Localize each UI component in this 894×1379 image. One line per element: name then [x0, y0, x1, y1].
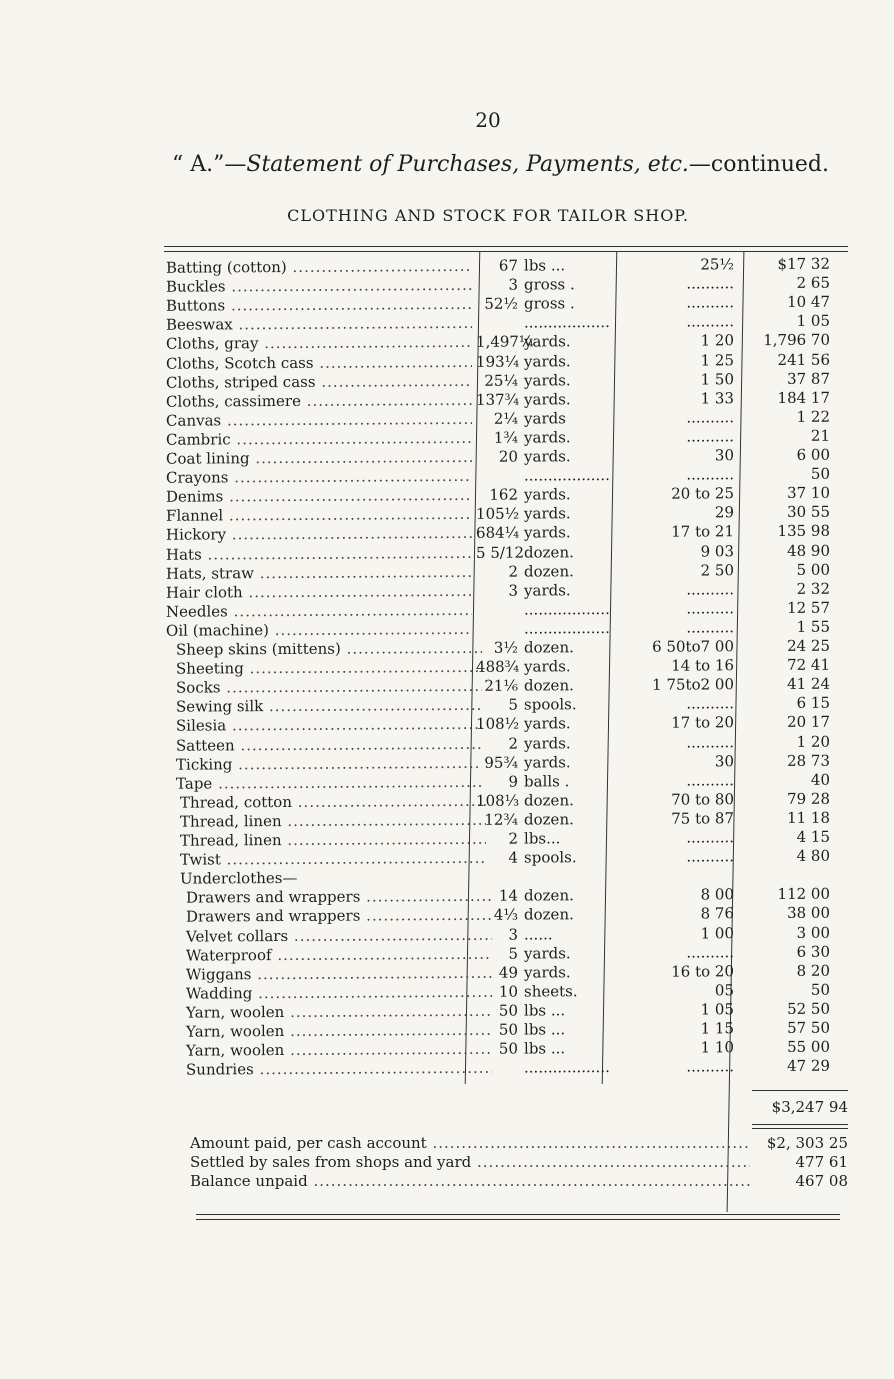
item-name: Velvet collars ..... [166, 926, 492, 947]
item-quantity [476, 600, 610, 620]
item-quantity [476, 963, 610, 983]
item-quantity [476, 390, 610, 410]
quantity-unit [518, 868, 524, 886]
quantity-unit: balls . [523, 772, 570, 791]
item-price: .......... [686, 828, 735, 847]
heading-italic: Statement of Purchases, Payments, etc. [246, 152, 689, 177]
grand-total: $3,247 94 [771, 1098, 848, 1116]
item-price: 1 25 [700, 351, 735, 370]
quantity-value: 684¼ [475, 523, 520, 542]
table-bottom-rule-2 [196, 1219, 840, 1220]
item-price: 20 to 25 [671, 484, 735, 503]
quantity-value: 488¾ [475, 657, 520, 676]
item-amount: 50 [810, 980, 831, 999]
item-price: 1 75to2 00 [652, 675, 735, 694]
quantity-value: 193¼ [475, 352, 520, 371]
item-amount: 47 29 [786, 1056, 831, 1075]
quantity-value: 5 [508, 944, 519, 963]
item-amount: 30 55 [786, 502, 831, 521]
item-quantity [476, 313, 610, 333]
item-name: Canvas ..... [166, 410, 472, 431]
item-name: Thread, linen ..... [166, 830, 486, 851]
item-name: Buckles ..... [166, 276, 472, 297]
item-price: 2 50 [700, 561, 735, 580]
item-amount: 241 56 [777, 350, 831, 369]
item-name: Waterproof ..... [166, 945, 492, 966]
quantity-unit: dozen. [523, 886, 574, 905]
item-amount: 2 32 [796, 579, 831, 598]
quantity-unit: lbs ... [523, 1001, 566, 1020]
quantity-unit: yards. [523, 581, 571, 600]
item-quantity [476, 447, 610, 467]
item-amount: 4 80 [796, 846, 831, 865]
quantity-unit: yards. [523, 447, 571, 466]
item-amount: 112 00 [777, 884, 831, 903]
footer-label-balance: Balance unpaid ..... [190, 1172, 750, 1190]
quantity-unit: dozen. [523, 676, 574, 695]
item-price: 14 to 16 [671, 656, 735, 675]
item-price: 6 50to7 00 [652, 637, 735, 656]
item-price: .......... [686, 733, 735, 752]
item-price: .......... [686, 312, 735, 331]
item-amount: 1,796 70 [763, 330, 831, 350]
footer-amount-settled: 477 61 [795, 1153, 848, 1171]
item-price: .......... [686, 465, 735, 484]
item-price: 1 50 [700, 370, 735, 389]
item-quantity [476, 925, 610, 945]
heading-suffix: —continued. [688, 152, 829, 177]
quantity-unit: yards [523, 409, 566, 428]
quantity-value: 21⅙ [484, 676, 519, 695]
item-amount [738, 866, 830, 867]
item-price: .......... [686, 274, 735, 293]
page-number: 20 [475, 108, 501, 132]
item-amount: 1 05 [796, 311, 831, 330]
item-name: Socks ..... [166, 677, 482, 698]
quantity-value: 108½ [475, 714, 520, 733]
item-quantity [476, 905, 610, 925]
item-quantity [476, 1058, 610, 1078]
item-name: Hats, straw ..... [166, 563, 472, 584]
quantity-value: 5 5/12 [475, 543, 525, 562]
item-name: Drawers and wrappers ..... [166, 906, 492, 927]
item-amount: 135 98 [777, 521, 831, 540]
table-top-rule-2 [164, 251, 848, 252]
item-name: Silesia ..... [166, 715, 482, 736]
item-amount: 184 17 [777, 388, 831, 407]
item-quantity [476, 332, 610, 352]
item-price: 16 to 20 [671, 962, 735, 981]
item-amount: 1 22 [796, 407, 831, 426]
quantity-unit: yards. [523, 963, 571, 982]
item-amount: 3 00 [796, 923, 831, 942]
quantity-unit: yards. [523, 428, 571, 447]
quantity-value: 162 [489, 485, 519, 504]
quantity-unit: dozen. [523, 905, 574, 924]
quantity-value: 1,497¼ [475, 332, 534, 351]
item-amount: 37 10 [786, 483, 831, 502]
item-amount: 55 00 [786, 1037, 831, 1056]
item-price: 30 [714, 446, 735, 465]
quantity-unit: yards. [523, 352, 571, 371]
item-quantity [476, 409, 610, 429]
item-price: .......... [686, 943, 735, 962]
quantity-unit: lbs ... [523, 1020, 566, 1039]
item-name: Cloths, cassimere ..... [166, 391, 472, 412]
quantity-value: 50 [498, 1020, 519, 1039]
item-price: 25½ [700, 255, 735, 274]
item-amount: 57 50 [786, 1018, 831, 1037]
item-quantity [476, 982, 610, 1002]
quantity-value: 2 [508, 562, 519, 581]
item-amount: 41 24 [786, 674, 831, 693]
quantity-unit: .................. [523, 466, 610, 485]
quantity-value: 95¾ [484, 753, 519, 772]
item-amount: 48 90 [786, 541, 831, 560]
footer-amount-balance: 467 08 [795, 1172, 848, 1190]
table-top-rule [164, 246, 848, 247]
item-name: Buttons ..... [166, 295, 472, 316]
quantity-value: 4⅓ [493, 905, 519, 924]
item-amount: 2 65 [796, 273, 831, 292]
item-price: 1 05 [700, 1000, 735, 1019]
item-quantity [476, 657, 610, 677]
quantity-unit: yards. [523, 485, 571, 504]
item-name: Yarn, woolen ..... [166, 1040, 492, 1061]
quantity-value: 25¼ [484, 371, 519, 390]
item-price: 8 00 [700, 885, 735, 904]
item-amount: 1 55 [796, 617, 831, 636]
item-price: 29 [714, 503, 735, 522]
quantity-unit: spools. [523, 848, 577, 867]
footer-amount-paid: $2, 303 25 [766, 1134, 848, 1152]
quantity-value: 67 [498, 256, 519, 275]
item-quantity [476, 676, 610, 696]
item-amount: 24 25 [786, 636, 831, 655]
quantity-value: 49 [498, 963, 519, 982]
item-quantity [476, 944, 610, 964]
item-name: Flannel ..... [166, 505, 472, 526]
item-name: Needles ..... [166, 601, 472, 622]
item-quantity [476, 791, 610, 811]
quantity-value: 3 [508, 925, 519, 944]
item-quantity [476, 1039, 610, 1059]
item-price: 17 to 20 [671, 713, 735, 732]
item-price: .......... [686, 408, 735, 427]
quantity-value: 14 [498, 886, 519, 905]
item-name: Underclothes— [179, 868, 298, 888]
item-price: 70 to 80 [671, 790, 735, 809]
item-name: Hickory ..... [166, 524, 472, 545]
item-price: 1 10 [700, 1038, 735, 1057]
item-amount: 38 00 [786, 903, 831, 922]
item-name: Hair cloth ..... [166, 582, 472, 603]
item-amount: 72 41 [786, 655, 831, 674]
quantity-value: 50 [498, 1001, 519, 1020]
quantity-unit: .................. [523, 619, 610, 638]
item-amount: 5 00 [796, 560, 831, 579]
quantity-value: 3 [508, 275, 519, 294]
heading-prefix: “ A.”— [172, 152, 247, 177]
item-quantity [476, 466, 610, 486]
quantity-unit: .................. [523, 1058, 610, 1077]
quantity-unit: lbs ... [523, 256, 566, 275]
quantity-value: 12¾ [484, 810, 519, 829]
table-bottom-rule [196, 1214, 840, 1215]
item-quantity [476, 695, 610, 715]
item-amount: 11 18 [786, 808, 831, 827]
footer-label-settled: Settled by sales from shops and yard ..... [190, 1153, 750, 1171]
item-price: .......... [686, 847, 735, 866]
quantity-value: 108⅓ [475, 791, 520, 810]
quantity-unit: dozen. [523, 791, 574, 810]
item-name: Sheep skins (mittens) ..... [166, 639, 482, 660]
quantity-value: 2 [508, 829, 519, 848]
item-name: Cloths, gray ..... [166, 333, 472, 354]
quantity-unit: yards. [523, 753, 571, 772]
item-quantity [476, 1020, 610, 1040]
quantity-unit: dozen. [523, 638, 574, 657]
item-amount: 21 [810, 426, 831, 445]
quantity-unit: yards. [523, 390, 571, 409]
quantity-unit: lbs... [523, 829, 561, 848]
item-name: Coat lining ..... [166, 448, 472, 469]
item-quantity [476, 485, 610, 505]
item-quantity [476, 371, 610, 391]
quantity-unit: sheets. [523, 982, 578, 1001]
quantity-unit: spools. [523, 695, 577, 714]
item-amount: 6 00 [796, 445, 831, 464]
quantity-unit: .................. [523, 600, 610, 619]
item-name: Cambric ..... [166, 429, 472, 450]
quantity-unit: .................. [523, 313, 610, 332]
item-name: Sundries ..... [166, 1059, 492, 1080]
item-quantity [476, 275, 610, 295]
item-amount: 28 73 [786, 751, 831, 770]
item-price: 9 03 [700, 542, 735, 561]
item-price: 75 to 87 [671, 809, 735, 828]
item-quantity [476, 886, 610, 906]
item-quantity [476, 810, 610, 830]
quantity-unit: lbs ... [523, 1039, 566, 1058]
quantity-value: 52½ [484, 294, 519, 313]
quantity-value: 20 [498, 447, 519, 466]
item-quantity [476, 428, 610, 448]
item-name: Wiggans ..... [166, 964, 492, 985]
quantity-unit: gross . [523, 294, 575, 313]
quantity-unit: yards. [523, 332, 571, 351]
quantity-unit: yards. [523, 714, 571, 733]
item-amount: 52 50 [786, 999, 831, 1018]
quantity-unit: gross . [523, 275, 575, 294]
item-price: .......... [686, 771, 735, 790]
item-name: Ticking ..... [166, 754, 482, 775]
item-price: .......... [686, 293, 735, 312]
section-subheading: CLOTHING AND STOCK FOR TAILOR SHOP. [287, 206, 689, 225]
item-name: Sewing silk ..... [166, 696, 482, 717]
total-rule-bottom-2 [752, 1128, 848, 1129]
item-name: Thread, linen ..... [166, 811, 486, 832]
quantity-value: 105½ [475, 504, 520, 523]
item-price: 8 76 [700, 904, 735, 923]
item-quantity [476, 734, 610, 754]
item-price: .......... [686, 580, 735, 599]
item-quantity [476, 352, 610, 372]
quantity-value: 5 [508, 695, 519, 714]
item-name: Yarn, woolen ..... [166, 1002, 492, 1023]
item-price: 1 15 [700, 1019, 735, 1038]
item-quantity [476, 294, 610, 314]
quantity-unit: yards. [523, 504, 571, 523]
item-price: 30 [714, 752, 735, 771]
quantity-unit: dozen. [523, 810, 574, 829]
item-amount: 8 20 [796, 961, 831, 980]
quantity-value: 3 [508, 581, 519, 600]
item-quantity [476, 867, 610, 887]
item-quantity [476, 256, 610, 276]
quantity-unit: dozen. [523, 562, 574, 581]
item-name: Batting (cotton) ..... [166, 257, 472, 278]
item-amount: 6 15 [796, 693, 831, 712]
item-name: Hats ..... [166, 544, 472, 565]
quantity-value: 2¼ [493, 409, 519, 428]
item-amount: 1 20 [796, 732, 831, 751]
item-quantity [476, 848, 610, 868]
item-name: Tape ..... [166, 773, 482, 794]
item-quantity [476, 581, 610, 601]
item-amount: 37 87 [786, 369, 831, 388]
quantity-value: 9 [508, 772, 519, 791]
table-row [0, 1056, 894, 1080]
item-price: .......... [686, 1057, 735, 1076]
quantity-value: 1¾ [493, 428, 519, 447]
quantity-unit: dozen. [523, 543, 574, 562]
item-quantity [476, 562, 610, 582]
item-quantity [476, 543, 610, 563]
quantity-value: 137¾ [475, 390, 520, 409]
quantity-unit: yards. [523, 371, 571, 390]
item-quantity [476, 772, 610, 792]
item-price: .......... [686, 427, 735, 446]
item-amount: 40 [810, 770, 831, 789]
quantity-unit: yards. [523, 734, 571, 753]
total-rule-bottom [752, 1124, 848, 1125]
item-quantity [476, 1001, 610, 1021]
item-price: 1 33 [700, 389, 735, 408]
item-name: Cloths, Scotch cass ..... [166, 353, 472, 374]
quantity-unit: ...... [523, 925, 553, 944]
item-name: Yarn, woolen ..... [166, 1021, 492, 1042]
item-amount: 12 57 [786, 598, 831, 617]
item-amount: 20 17 [786, 712, 831, 731]
page-heading [172, 152, 829, 177]
item-quantity [476, 714, 610, 734]
item-price: .......... [686, 599, 735, 618]
item-name: Crayons ..... [166, 467, 472, 488]
item-amount: 79 28 [786, 789, 831, 808]
item-quantity [476, 638, 610, 658]
item-name: Sheeting ..... [166, 658, 482, 679]
item-price: 1 20 [700, 331, 735, 350]
item-quantity [476, 753, 610, 773]
item-amount: 4 15 [796, 827, 831, 846]
item-quantity [476, 829, 610, 849]
item-name: Wadding ..... [166, 983, 492, 1004]
item-price [612, 866, 734, 867]
item-name: Twist ..... [166, 849, 486, 870]
item-quantity [476, 504, 610, 524]
item-name: Satteen ..... [166, 735, 482, 756]
item-price: 1 00 [700, 924, 735, 943]
footer-label-paid: Amount paid, per cash account ..... [190, 1134, 750, 1152]
item-amount: 10 47 [786, 292, 831, 311]
total-rule-top [752, 1090, 848, 1091]
item-price: 17 to 21 [671, 522, 735, 541]
quantity-value: 3½ [493, 638, 519, 657]
item-name: Denims ..... [166, 486, 472, 507]
quantity-value: 10 [498, 982, 519, 1001]
item-name: Beeswax ..... [166, 314, 472, 335]
quantity-unit: yards. [523, 657, 571, 676]
item-quantity [476, 619, 610, 639]
item-amount: $17 32 [777, 254, 831, 273]
item-price: .......... [686, 694, 735, 713]
item-name: Thread, cotton ..... [166, 792, 486, 813]
item-name: Drawers and wrappers ..... [166, 887, 492, 908]
quantity-value: 2 [508, 734, 519, 753]
item-quantity [476, 523, 610, 543]
item-price: .......... [686, 618, 735, 637]
quantity-unit: yards. [523, 523, 571, 542]
quantity-value: 4 [508, 848, 519, 867]
item-price: 05 [714, 981, 735, 1000]
quantity-unit: yards. [523, 944, 571, 963]
item-name: Cloths, striped cass ..... [166, 372, 472, 393]
quantity-value: 50 [498, 1039, 519, 1058]
item-name: Oil (machine) ..... [166, 620, 472, 641]
item-amount: 6 30 [796, 942, 831, 961]
item-amount: 50 [810, 464, 831, 483]
